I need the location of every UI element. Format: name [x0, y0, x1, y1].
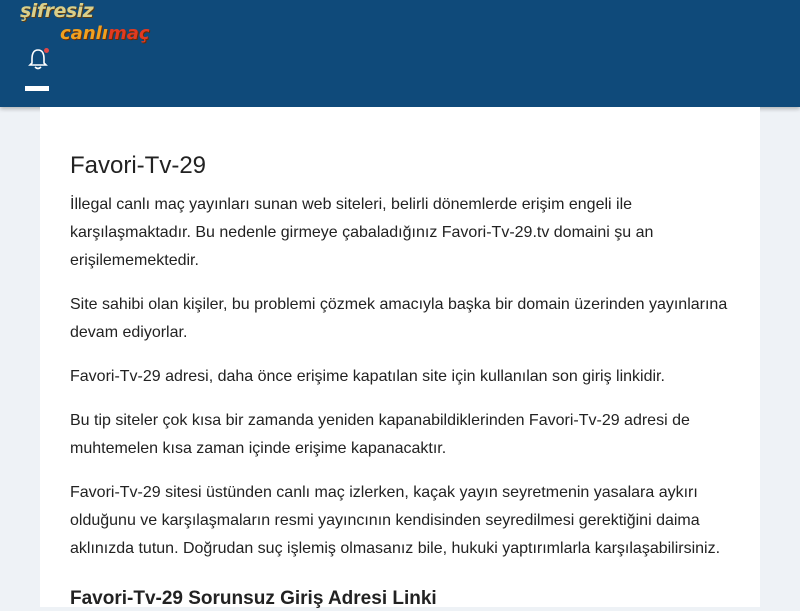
site-logo[interactable]	[20, 1, 150, 44]
paragraph: Site sahibi olan kişiler, bu problemi çözmek amacıyla başka bir domain üzerinden yayınlarına devam ediyorlar.	[70, 296, 728, 341]
paragraph: İllegal canlı maç yayınları sunan web siteleri, belirli dönemlerde erişim engeli ile karşılaşmaktadır. Bu nedenle girmeye çabaladığınız Favori-Tv-29.tv domaini şu an erişilememektedir.	[70, 196, 654, 269]
paragraph: Bu tip siteler çok kısa bir zamanda yeniden kapanabildiklerinden Favori-Tv-29 adresi de muhtemelen kısa zaman içinde erişime kapanacaktır.	[70, 412, 690, 457]
site-header	[0, 0, 800, 107]
paragraph: Favori-Tv-29 adresi, daha önce erişime kapatılan site için kullanılan son giriş linkidir.	[70, 368, 665, 385]
article-card	[40, 107, 760, 607]
menu-toggle-button[interactable]	[25, 86, 49, 91]
logo-text-2b: maç	[107, 23, 150, 44]
notification-dot	[44, 48, 49, 53]
paragraph: Favori-Tv-29 sitesi üstünden canlı maç izlerken, kaçak yayın seyretmenin yasalara aykırı olduğunu ve karşılaşmaların resmi yayıncının kendisinden seyredilmesi gerektiğini daima aklınızda tutun. Doğrudan suç işlemiş olmasanız bile, hukuki yaptırımlarla karşılaşabilirsiniz.	[70, 484, 721, 557]
page-title: Favori-Tv-29	[70, 152, 207, 179]
logo-text-1: şifresiz	[20, 0, 94, 22]
logo-text-2	[60, 23, 150, 44]
section-heading: Favori-Tv-29 Sorunsuz Giriş Adresi Linki	[70, 588, 437, 609]
logo-text-2a: canlı	[60, 23, 108, 44]
